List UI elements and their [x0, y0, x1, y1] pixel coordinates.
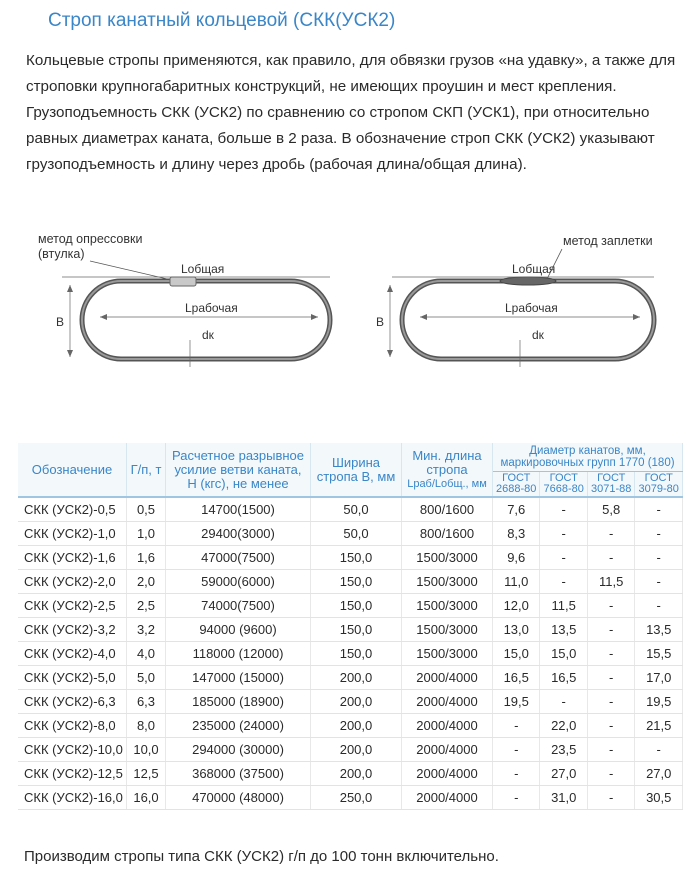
cell-gost-3079: 27,0 [635, 762, 683, 786]
cell-gost-2688: 19,5 [493, 690, 540, 714]
cell-gost-3079: 15,5 [635, 642, 683, 666]
header-width-line1: Ширина [331, 454, 381, 470]
cell-designation: СКК (УСК2)-3,2 [18, 618, 127, 642]
spec-table [18, 443, 683, 810]
cell-gost-3079: - [635, 522, 683, 546]
cell-gost-2688: - [493, 786, 540, 810]
cell-force: 14700(1500) [166, 497, 311, 522]
cell-gost-3079: - [635, 738, 683, 762]
cell-width: 50,0 [311, 522, 402, 546]
cell-designation: СКК (УСК2)-0,5 [18, 497, 127, 522]
cell-gost-7668: 23,5 [540, 738, 587, 762]
cell-capacity: 12,5 [127, 762, 166, 786]
cell-gost-7668: 31,0 [540, 786, 587, 810]
cell-force: 368000 (37500) [166, 762, 311, 786]
diagram-splice [376, 234, 654, 367]
header-gost-3079 [635, 472, 683, 498]
l-total-label: Lобщая [512, 262, 556, 276]
table-row [18, 786, 683, 810]
cell-capacity: 0,5 [127, 497, 166, 522]
l-work-label: Lрабочая [505, 301, 558, 315]
cell-designation: СКК (УСК2)-1,6 [18, 546, 127, 570]
header-force-line3: Н (кгс), не менее [187, 475, 289, 491]
cell-force: 185000 (18900) [166, 690, 311, 714]
sling-diagrams [0, 225, 700, 385]
cell-gost-7668: - [540, 690, 587, 714]
spec-table-body [18, 497, 683, 810]
l-total-label: Lобщая [181, 262, 225, 276]
cell-gost-2688: 11,0 [493, 570, 540, 594]
header-diameter-line2: маркировочных групп 1770 (180) [500, 457, 675, 469]
cell-gost-7668: - [540, 570, 587, 594]
table-row [18, 690, 683, 714]
cell-width: 250,0 [311, 786, 402, 810]
pressed-sleeve [170, 277, 196, 286]
footer-note: Производим стропы типа СКК (УСК2) г/п до 100 тонн включительно. [24, 848, 499, 865]
cell-capacity: 8,0 [127, 714, 166, 738]
cell-length: 2000/4000 [402, 690, 493, 714]
cell-width: 150,0 [311, 594, 402, 618]
cell-gost-3079: 17,0 [635, 666, 683, 690]
cell-gost-3071: - [587, 786, 634, 810]
method-label-line1: метод опрессовки [38, 232, 143, 246]
cell-capacity: 6,3 [127, 690, 166, 714]
cell-force: 147000 (15000) [166, 666, 311, 690]
header-gost-7668 [540, 472, 587, 498]
cell-width: 50,0 [311, 497, 402, 522]
cell-length: 1500/3000 [402, 642, 493, 666]
cell-designation: СКК (УСК2)-2,0 [18, 570, 127, 594]
header-force-line1: Расчетное разрывное [172, 447, 304, 463]
b-label: B [56, 315, 65, 329]
cell-gost-3071: - [587, 618, 634, 642]
sling-loop-outer [82, 281, 330, 359]
cell-gost-3071: - [587, 714, 634, 738]
header-gost-3079-line2: 3079-80 [638, 483, 679, 495]
table-row [18, 738, 683, 762]
cell-gost-7668: - [540, 497, 587, 522]
cell-width: 150,0 [311, 546, 402, 570]
cell-designation: СКК (УСК2)-2,5 [18, 594, 127, 618]
header-designation: Обозначение [18, 443, 127, 497]
header-gost-3071 [587, 472, 634, 498]
header-width-line2: стропа B, мм [316, 468, 396, 484]
cell-gost-3071: - [587, 738, 634, 762]
cell-force: 59000(6000) [166, 570, 311, 594]
header-length-line3: Lраб/Lобщ., мм [407, 477, 487, 490]
cell-capacity: 4,0 [127, 642, 166, 666]
cell-gost-2688: 12,0 [493, 594, 540, 618]
cell-designation: СКК (УСК2)-6,3 [18, 690, 127, 714]
cell-gost-7668: 15,0 [540, 642, 587, 666]
cell-length: 2000/4000 [402, 762, 493, 786]
intro-text [26, 48, 686, 178]
cell-gost-7668: 22,0 [540, 714, 587, 738]
header-gost-7668-line1: ГОСТ [549, 472, 578, 484]
cell-length: 1500/3000 [402, 618, 493, 642]
header-gost-3071-line1: ГОСТ [597, 472, 626, 484]
cell-gost-3079: 19,5 [635, 690, 683, 714]
cell-gost-2688: 16,5 [493, 666, 540, 690]
cell-gost-3071: - [587, 594, 634, 618]
cell-capacity: 3,2 [127, 618, 166, 642]
l-work-label: Lрабочая [185, 301, 238, 315]
table-row [18, 762, 683, 786]
intro-paragraph-2: Грузоподъемность СКК (УСК2) по сравнению со стропом СКП (УСК1), при относительно равных диаметрах каната, больше в 2 раза. В обозначение строп СКК (УСК2) указывают грузоподъемность и длину через дробь (рабочая длина/общая длина). [26, 104, 655, 173]
header-diameter-line1: Диаметр канатов, мм, [529, 445, 646, 457]
cell-designation: СКК (УСК2)-8,0 [18, 714, 127, 738]
table-row [18, 546, 683, 570]
cell-gost-2688: - [493, 762, 540, 786]
cell-force: 94000 (9600) [166, 618, 311, 642]
cell-width: 200,0 [311, 762, 402, 786]
table-row [18, 497, 683, 522]
header-force-line2: усилие ветви каната, [174, 461, 302, 477]
cell-capacity: 5,0 [127, 666, 166, 690]
cell-width: 200,0 [311, 666, 402, 690]
cell-gost-2688: 8,3 [493, 522, 540, 546]
header-gost-2688-line1: ГОСТ [502, 472, 531, 484]
cell-designation: СКК (УСК2)-5,0 [18, 666, 127, 690]
cell-capacity: 10,0 [127, 738, 166, 762]
header-width [311, 443, 402, 497]
header-force [166, 443, 311, 497]
cell-gost-3079: - [635, 497, 683, 522]
table-row [18, 666, 683, 690]
spec-table-header [18, 443, 683, 497]
header-gost-7668-line2: 7668-80 [543, 483, 584, 495]
cell-gost-3079: - [635, 570, 683, 594]
sling-loop-inner [402, 281, 654, 359]
cell-length: 800/1600 [402, 522, 493, 546]
cell-length: 2000/4000 [402, 738, 493, 762]
cell-gost-7668: - [540, 522, 587, 546]
cell-gost-2688: 9,6 [493, 546, 540, 570]
method-label: метод заплетки [563, 234, 653, 248]
cell-width: 150,0 [311, 618, 402, 642]
cell-gost-7668: 16,5 [540, 666, 587, 690]
cell-width: 200,0 [311, 714, 402, 738]
cell-gost-3079: 30,5 [635, 786, 683, 810]
cell-force: 235000 (24000) [166, 714, 311, 738]
cell-capacity: 2,5 [127, 594, 166, 618]
diagram-pressed-sleeve [38, 232, 330, 367]
sling-loop-outer [402, 281, 654, 359]
cell-force: 74000(7500) [166, 594, 311, 618]
cell-width: 200,0 [311, 690, 402, 714]
header-length [402, 443, 493, 497]
cell-gost-3071: - [587, 690, 634, 714]
cell-designation: СКК (УСК2)-16,0 [18, 786, 127, 810]
cell-force: 29400(3000) [166, 522, 311, 546]
cell-capacity: 2,0 [127, 570, 166, 594]
cell-gost-7668: 27,0 [540, 762, 587, 786]
cell-gost-3079: 13,5 [635, 618, 683, 642]
cell-gost-3079: - [635, 594, 683, 618]
table-row [18, 714, 683, 738]
method-label-line2: (втулка) [38, 247, 85, 261]
cell-gost-2688: 15,0 [493, 642, 540, 666]
cell-length: 2000/4000 [402, 714, 493, 738]
cell-force: 47000(7500) [166, 546, 311, 570]
cell-gost-2688: - [493, 714, 540, 738]
header-capacity: Г/п, т [127, 443, 166, 497]
cell-length: 2000/4000 [402, 786, 493, 810]
cell-designation: СКК (УСК2)-12,5 [18, 762, 127, 786]
cell-length: 800/1600 [402, 497, 493, 522]
cell-designation: СКК (УСК2)-1,0 [18, 522, 127, 546]
cell-gost-3071: - [587, 522, 634, 546]
cell-gost-7668: 13,5 [540, 618, 587, 642]
cell-length: 2000/4000 [402, 666, 493, 690]
splice [500, 277, 556, 285]
intro-paragraph-1: Кольцевые стропы применяются, как правило, для обвязки грузов «на удавку», а также для строповки крупногабаритных конструкций, не имеющих проушин и мест крепления. [26, 52, 676, 95]
cell-gost-2688: 7,6 [493, 497, 540, 522]
cell-width: 150,0 [311, 642, 402, 666]
header-length-line1: Мин. длина [412, 447, 482, 463]
cell-gost-7668: 11,5 [540, 594, 587, 618]
dk-label: dк [202, 328, 214, 342]
dk-label: dк [532, 328, 544, 342]
cell-length: 1500/3000 [402, 570, 493, 594]
cell-width: 150,0 [311, 570, 402, 594]
page-title: Строп канатный кольцевой (СКК(УСК2) [48, 10, 396, 31]
table-row [18, 570, 683, 594]
table-row [18, 642, 683, 666]
cell-gost-3071: 5,8 [587, 497, 634, 522]
cell-gost-3071: - [587, 666, 634, 690]
b-label: B [376, 315, 385, 329]
cell-gost-3079: 21,5 [635, 714, 683, 738]
cell-gost-3071: 11,5 [587, 570, 634, 594]
cell-gost-3071: - [587, 762, 634, 786]
header-diameter [493, 443, 683, 472]
cell-gost-2688: - [493, 738, 540, 762]
cell-force: 294000 (30000) [166, 738, 311, 762]
cell-force: 470000 (48000) [166, 786, 311, 810]
cell-gost-3079: - [635, 546, 683, 570]
cell-designation: СКК (УСК2)-4,0 [18, 642, 127, 666]
header-length-line2: стропа [426, 461, 468, 477]
table-row [18, 522, 683, 546]
sling-loop-inner [82, 281, 330, 359]
cell-gost-7668: - [540, 546, 587, 570]
header-gost-2688 [493, 472, 540, 498]
cell-capacity: 1,6 [127, 546, 166, 570]
table-row [18, 594, 683, 618]
cell-gost-2688: 13,0 [493, 618, 540, 642]
header-gost-3079-line1: ГОСТ [644, 472, 673, 484]
cell-capacity: 1,0 [127, 522, 166, 546]
cell-gost-3071: - [587, 546, 634, 570]
cell-gost-3071: - [587, 642, 634, 666]
cell-length: 1500/3000 [402, 594, 493, 618]
cell-capacity: 16,0 [127, 786, 166, 810]
header-gost-2688-line2: 2688-80 [496, 483, 537, 495]
cell-length: 1500/3000 [402, 546, 493, 570]
cell-force: 118000 (12000) [166, 642, 311, 666]
cell-designation: СКК (УСК2)-10,0 [18, 738, 127, 762]
table-row [18, 618, 683, 642]
header-gost-3071-line2: 3071-88 [591, 483, 632, 495]
cell-width: 200,0 [311, 738, 402, 762]
